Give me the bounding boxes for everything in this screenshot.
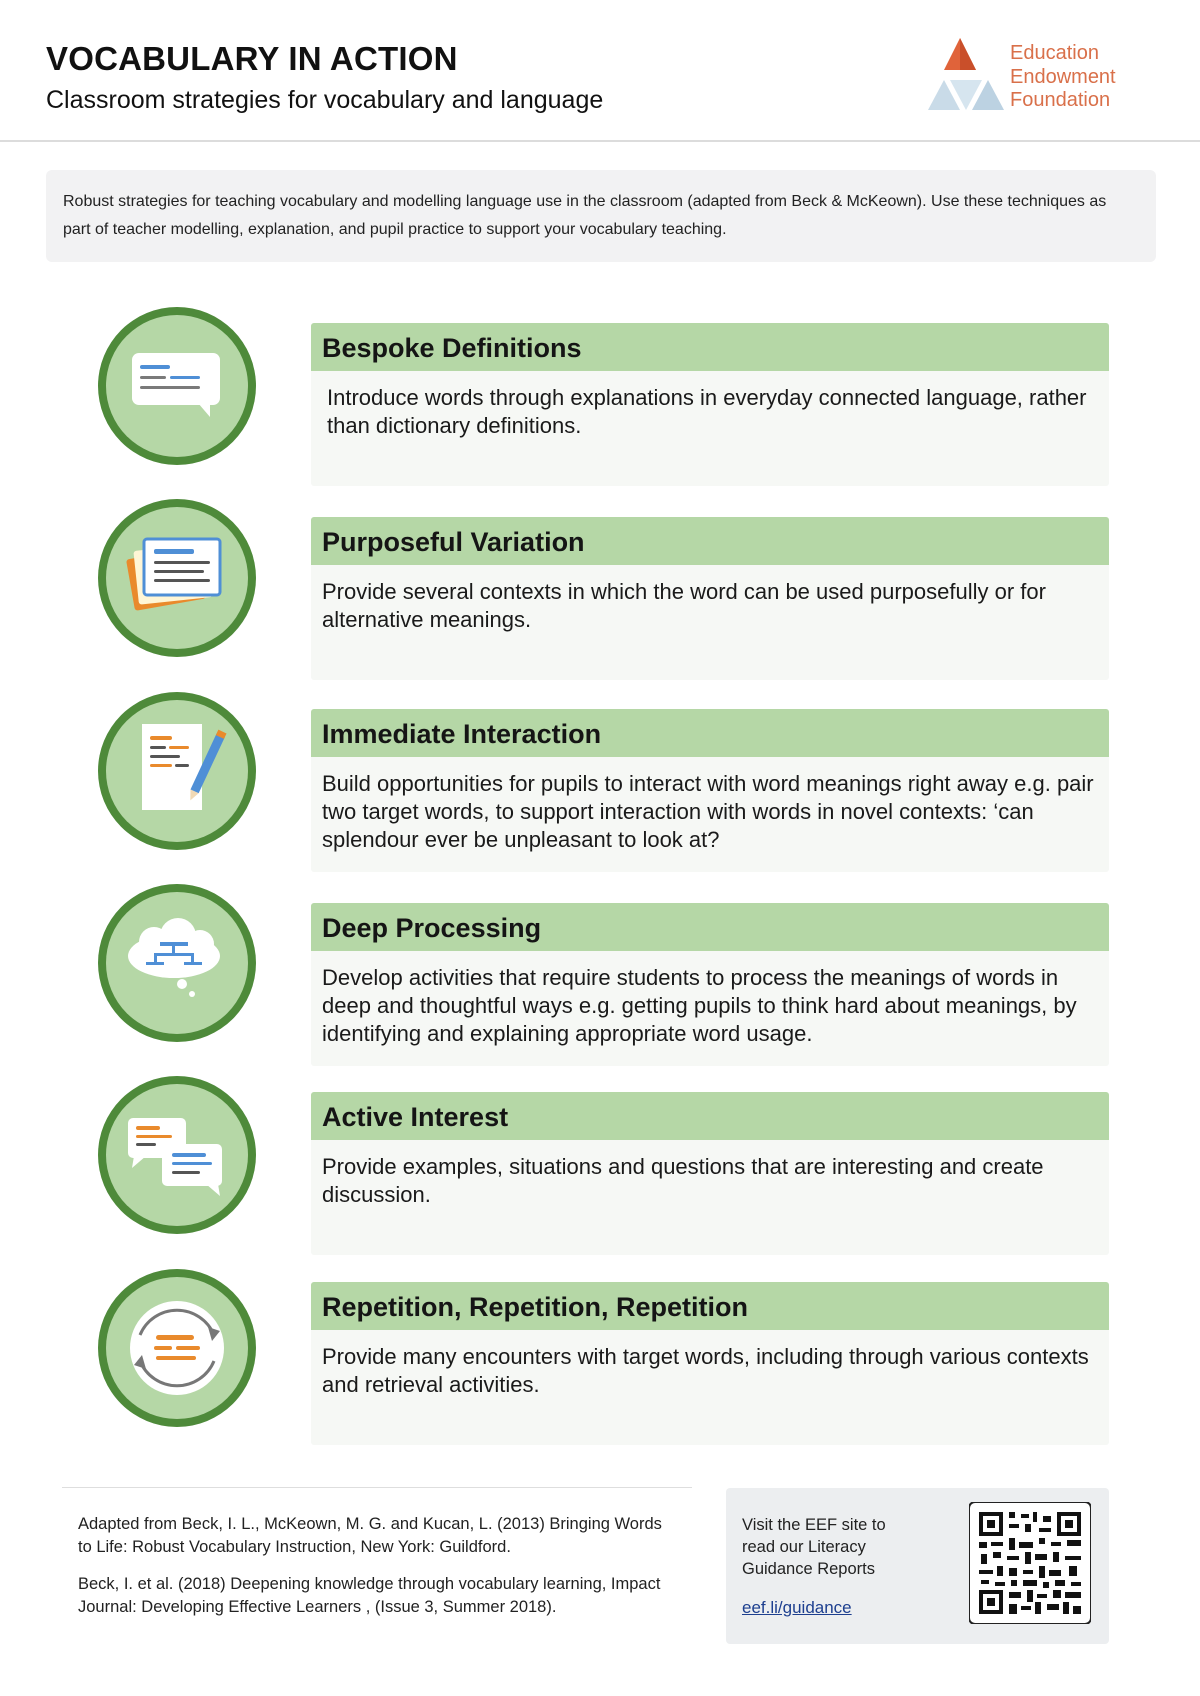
strategy-title: Bespoke Definitions (311, 323, 1109, 371)
reference-2: Beck, I. et al. (2018) Deepening knowledge through vocabulary learning, Impact Journal: Developing Effective Learners , (Issue 3, Summer 2018). (78, 1575, 661, 1616)
page-subtitle: Classroom strategies for vocabulary and language (46, 86, 604, 114)
page-header (0, 0, 1200, 142)
strategy-text: Develop activities that require students to process the meanings of words in deep and thoughtful ways e.g. getting pupils to think hard about meanings, by identifying and explaining appropriate word usage. (322, 965, 1077, 1046)
thought-cloud-icon (94, 880, 260, 1046)
repeat-cycle-icon (94, 1265, 260, 1431)
guidance-panel (726, 1488, 1109, 1644)
strategy-text: Provide several contexts in which the word can be used purposefully or for alternative meanings. (322, 579, 1046, 632)
strategy-card-deep-processing (311, 903, 1109, 1066)
eef-logo-text: Education Endowment Foundation (1010, 42, 1116, 111)
guidance-link[interactable]: eef.li/guidance (742, 1598, 852, 1617)
strategy-title: Deep Processing (311, 903, 1109, 951)
strategy-text: Build opportunities for pupils to interact with word meanings right away e.g. pair two target words, to support interaction with words in novel contexts: ‘can splendour ever be unpleasant to look at? (322, 771, 1094, 852)
strategy-text: Provide many encounters with target words, including through various contexts and retrieval activities. (322, 1344, 1089, 1397)
chat-bubbles-icon (94, 1072, 260, 1238)
qr-code-icon[interactable] (969, 1502, 1091, 1624)
strategy-card-bespoke-definitions (311, 323, 1109, 486)
strategy-text: Provide examples, situations and questions that are interesting and create discussion. (322, 1154, 1044, 1207)
strategy-card-purposeful-variation (311, 517, 1109, 680)
strategy-card-immediate-interaction (311, 709, 1109, 872)
page-title: VOCABULARY IN ACTION (46, 40, 458, 77)
strategy-card-active-interest (311, 1092, 1109, 1255)
strategy-text: Introduce words through explanations in everyday connected language, rather than dictionary definitions. (327, 385, 1087, 438)
strategy-title: Immediate Interaction (311, 709, 1109, 757)
strategy-title: Purposeful Variation (311, 517, 1109, 565)
paper-pencil-icon (94, 688, 260, 854)
strategy-card-repetition (311, 1282, 1109, 1445)
strategy-title: Repetition, Repetition, Repetition (311, 1282, 1109, 1330)
footer-divider (62, 1487, 692, 1488)
visit-text: Visit the EEF site to read our Literacy Guidance Reports (742, 1516, 886, 1578)
strategy-title: Active Interest (311, 1092, 1109, 1140)
intro-box: Robust strategies for teaching vocabulary and modelling language use in the classroom (adapted from Beck & McKeown). Use these techniques as part of teacher modelling, explanation, and pupil practice to support your vocabulary teaching. (46, 170, 1156, 262)
reference-1: Adapted from Beck, I. L., McKeown, M. G. and Kucan, L. (2013) Bringing Words to Life: Robust Vocabulary Instruction, New York: Guildford. (78, 1515, 662, 1556)
speech-bubble-icon (94, 303, 260, 469)
stacked-cards-icon (94, 495, 260, 661)
